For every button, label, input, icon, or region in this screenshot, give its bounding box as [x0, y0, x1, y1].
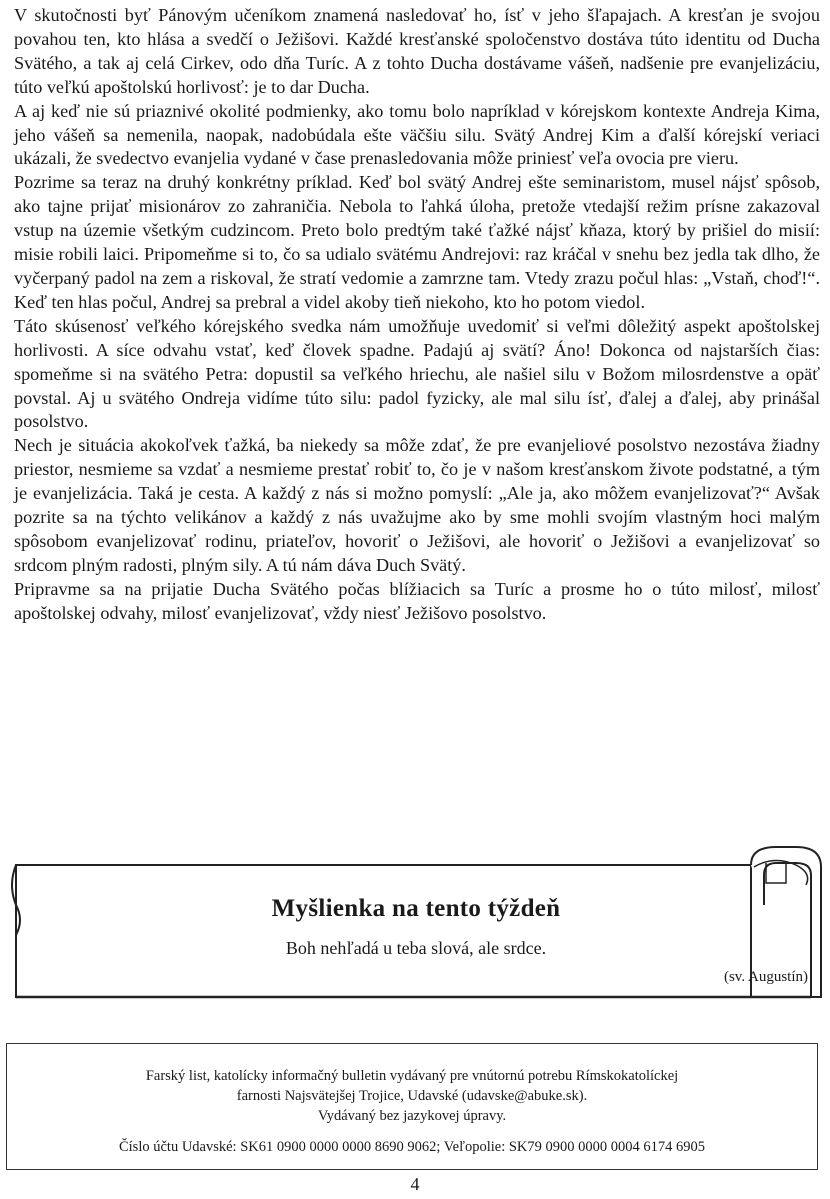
- article-paragraph: Táto skúsenosť veľkého kórejského svedka nám umožňuje uvedomiť si veľmi dôležitý aspekt apoštolskej horlivosti. A síce odvahu vstať, keď človek spadne. Padajú aj svätí? Áno! Dokonca od najstarších čias: spomeňme si na svätého Petra: dopustil sa veľkého hriechu, ale našiel silu v Božom milosrdenstve a opäť povstal. Aj u svätého Ondreja vidíme túto silu: padol fyzicky, ale mal silu ísť, ďalej a ďalej, aby prinášal posolstvo.: [14, 315, 820, 432]
- article-paragraph: Pozrime sa teraz na druhý konkrétny príklad. Keď bol svätý Andrej ešte seminaristom, musel nájsť spôsob, ako tajne prijať misionárov zo zahraničia. Nebola to ľahká úloha, pretože vtedajší režim prísne zakazoval vstup na územie všetkým cudzincom. Preto bolo predtým také ťažké nájsť kňaza, ktorý by prišiel do misií: misie robili laici. Pripomeňme si to, čo sa udialo svätému Andrejovi: raz kráčal v snehu bez jedla tak dlho, že vyčerpaný padol na zem a riskoval, že stratí vedomie a zamrzne tam. Vtedy zrazu počul hlas: „Vstaň, choď!“. Keď ten hlas počul, Andrej sa prebral a videl akoby tieň niekoho, kto ho potom viedol.: [14, 172, 820, 312]
- bank-account-line: Číslo účtu Udavské: SK61 0900 0000 0000 8690 9062; Veľopolie: SK79 0900 0000 0004 6174 6905: [118, 1139, 706, 1155]
- publisher-info-box: [6, 1043, 818, 1170]
- article-paragraph: Nech je situácia akokoľvek ťažká, ba niekedy sa môže zdať, že pre evanjeliové posolstvo nezostáva žiadny priestor, nesmieme sa vzdať a nesmieme prestať robiť to, čo je v našom kresťanskom živote podstatné, a tým je evanjelizácia. Taká je cesta. A každý z nás si možno pomyslí: „Ale ja, ako môžem evanjelizovať?“ Avšak pozrite sa na týchto velikánov a každý z nás uvažujme ako by sme mohli svojím vlastným hoci malým spôsobom evanjelizovať rodinu, priateľov, hovoriť o Ježišovi, ale hovoriť o Ježišovi a evanjelizovať so srdcom plným radosti, plným sily. A tú nám dáva Duch Svätý.: [14, 435, 820, 575]
- article-paragraph: Pripravme sa na prijatie Ducha Svätého počas blížiacich sa Turíc a prosme ho o túto milosť, milosť apoštolskej odvahy, milosť evanjelizovať, vždy niesť Ježišovo posolstvo.: [14, 578, 820, 623]
- thought-of-week-box: [6, 845, 826, 1010]
- scroll-frame-graphic: [6, 845, 826, 1010]
- article-paragraph: V skutočnosti byť Pánovým učeníkom znamená nasledovať ho, ísť v jeho šľapajach. A kresťan je svojou povahou ten, kto hlása a svedčí o Ježišovi. Každé kresťanské spoločenstvo dostáva túto identitu od Ducha Svätého, a tak aj celá Cirkev, odo dňa Turíc. A z tohto Ducha dostávame vášeň, nadšenie pre evanjelizáciu, túto veľkú apoštolskú horlivosť: je to dar Ducha.: [14, 5, 820, 97]
- page-number: 4: [410, 1174, 420, 1194]
- publisher-line: Farský list, katolícky informačný bulletin vydávaný pre vnútornú potrebu Rímskokatolíckej: [145, 1068, 679, 1084]
- publisher-line: farnosti Najsvätejšej Trojice, Udavské (udavske@abuke.sk).: [236, 1088, 588, 1104]
- thought-quote: Boh nehľadá u teba slová, ale srdce.: [285, 938, 547, 958]
- article-paragraph: A aj keď nie sú priaznivé okolité podmienky, ako tomu bolo napríklad v kórejskom kontexte Andreja Kima, jeho vášeň sa nemenila, naopak, nadobúdala ešte väčšiu silu. Svätý Andrej Kim a ďalší kórejskí veriaci ukázali, že svedectvo evanjelia vydané v čase prenasledovania môže priniesť veľa ovocia pre vieru.: [14, 100, 820, 169]
- thought-author: (sv. Augustín): [723, 969, 808, 985]
- thought-title: Myšlienka na tento týždeň: [271, 895, 561, 922]
- publisher-line: Vydávaný bez jazykovej úpravy.: [317, 1108, 507, 1124]
- article-body: [14, 4, 820, 626]
